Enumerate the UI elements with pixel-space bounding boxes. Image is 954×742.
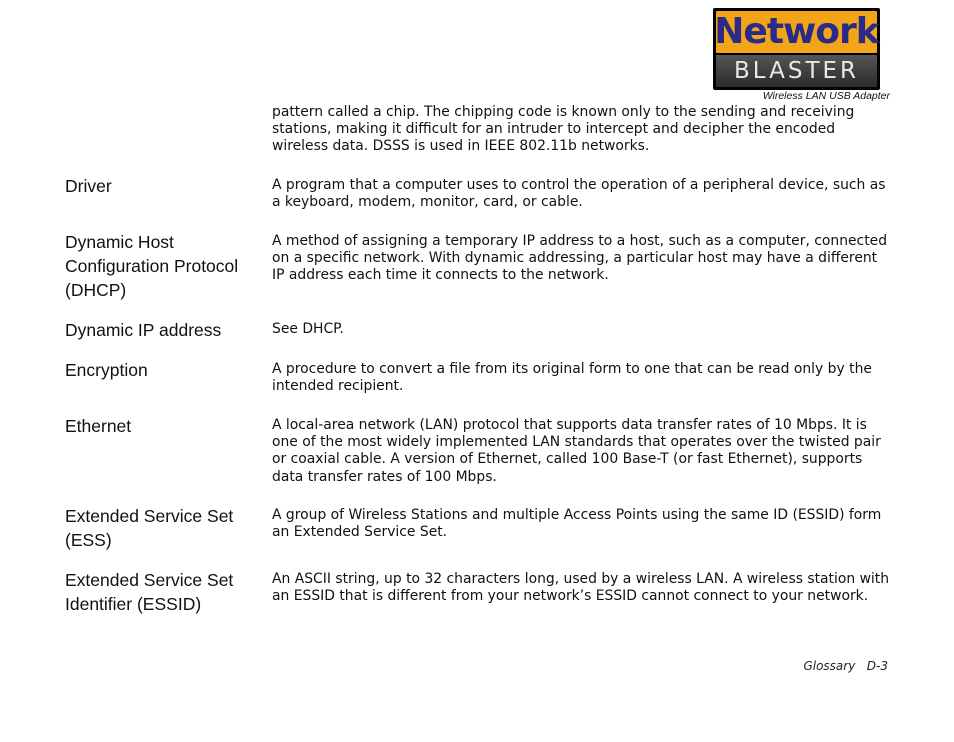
glossary-definition: A method of assigning a temporary IP address to a host, such as a computer, connected on a specific network. With dynamic addressing, a particular host may have a different IP address each time it connects to the network. — [272, 233, 888, 284]
glossary-term: Extended Service Set Identifier (ESSID) — [65, 570, 234, 614]
glossary-definition: An ASCII string, up to 32 characters long, used by a wireless LAN. A wireless station with an ESSID that is different from your network’s ESSID cannot connect to your network. — [272, 571, 890, 605]
glossary-term: Extended Service Set (ESS) — [65, 506, 234, 550]
continued-definition: pattern called a chip. The chipping code is known only to the sending and receiving stations, making it difficult for an intruder to intercept and decipher the encoded wireless data. DSSS is used in IEEE 802.11b networks. — [272, 104, 855, 155]
glossary-definition: See DHCP. — [272, 321, 344, 337]
network-blaster-logo — [713, 8, 880, 90]
product-subtitle: Wireless LAN USB Adapter — [762, 90, 890, 102]
logo-bottom-panel — [716, 55, 877, 87]
glossary-definition: A local-area network (LAN) protocol that supports data transfer rates of 10 Mbps. It is one of the most widely implemented LAN standards that operates over the twisted pair or coaxial cable. A version of Ethernet, called 100 Base-T (or fast Ethernet), supports data transfer rates of 100 Mbps. — [272, 417, 881, 485]
glossary-term: Ethernet — [65, 416, 132, 436]
glossary-term: Encryption — [65, 360, 148, 380]
footer-page-number: D-3 — [866, 659, 888, 673]
glossary-term: Driver — [65, 176, 112, 196]
glossary-term: Dynamic IP address — [65, 320, 222, 340]
footer-section: Glossary — [803, 659, 856, 673]
logo-top-panel — [716, 11, 877, 53]
glossary-definition: A procedure to convert a file from its original form to one that can be read only by the intended recipient. — [272, 361, 872, 395]
page-footer — [803, 659, 888, 673]
glossary-definition: A group of Wireless Stations and multiple Access Points using the same ID (ESSID) form an Extended Service Set. — [272, 507, 882, 541]
logo-network-text: Network — [714, 11, 879, 52]
glossary-definition: A program that a computer uses to control the operation of a peripheral device, such as a keyboard, modem, monitor, card, or cable. — [272, 177, 886, 211]
glossary-term: Dynamic Host Configuration Protocol (DHCP) — [65, 232, 239, 300]
logo-blaster-text: BLASTER — [733, 57, 860, 84]
